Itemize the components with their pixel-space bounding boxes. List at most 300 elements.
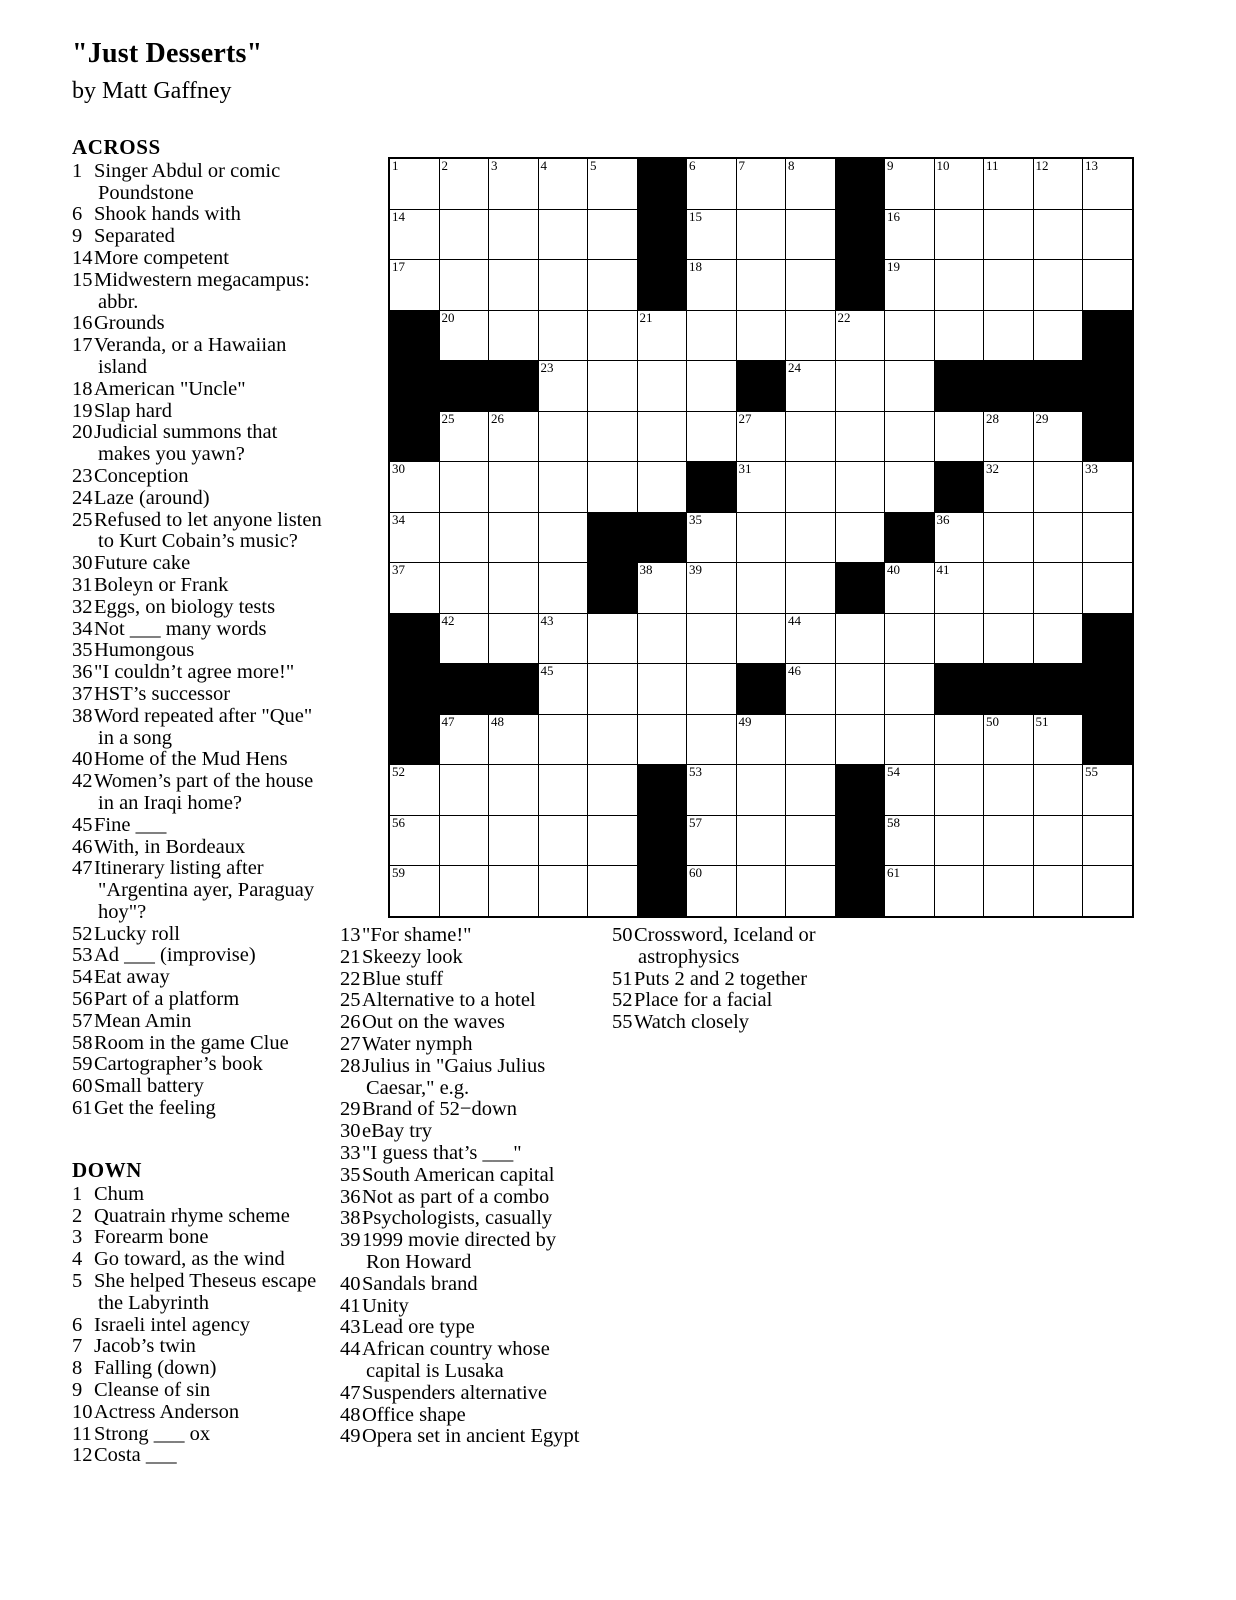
grid-cell[interactable] [934, 866, 984, 917]
grid-cell[interactable] [489, 462, 539, 513]
grid-cell[interactable] [885, 765, 935, 816]
grid-cell[interactable] [885, 260, 935, 311]
grid-cell[interactable] [885, 361, 935, 412]
grid-cell[interactable] [489, 158, 539, 209]
clue-number: 19 [72, 399, 93, 422]
grid-cell[interactable] [687, 158, 737, 209]
down-clue-3[interactable] [72, 1227, 322, 1249]
grid-cell[interactable] [687, 714, 737, 765]
grid-cell[interactable] [637, 714, 687, 765]
grid-cell[interactable] [786, 664, 836, 715]
down-clue-29[interactable] [340, 1099, 590, 1121]
grid-cell[interactable] [538, 260, 588, 311]
down-clue-38[interactable] [340, 1208, 590, 1230]
grid-cell[interactable] [439, 563, 489, 614]
grid-cell[interactable] [687, 310, 737, 361]
across-clue-52[interactable] [72, 924, 322, 946]
grid-cell[interactable] [489, 260, 539, 311]
grid-cell[interactable] [736, 310, 786, 361]
grid-cell[interactable] [786, 411, 836, 462]
grid-cell[interactable] [637, 613, 687, 664]
grid-cell[interactable] [439, 462, 489, 513]
grid-cell[interactable] [885, 714, 935, 765]
grid-cell[interactable] [439, 411, 489, 462]
grid-cell[interactable] [1033, 260, 1083, 311]
grid-cell[interactable] [538, 563, 588, 614]
grid-cell[interactable] [835, 310, 885, 361]
grid-cell[interactable] [538, 209, 588, 260]
grid-row [389, 361, 1133, 412]
down-clue-43[interactable] [340, 1317, 590, 1339]
grid-cell[interactable] [687, 209, 737, 260]
grid-cell[interactable] [389, 158, 439, 209]
across-clue-58[interactable] [72, 1033, 322, 1055]
grid-cell[interactable] [489, 714, 539, 765]
down-clue-22[interactable] [340, 969, 590, 991]
grid-cell[interactable] [885, 563, 935, 614]
down-clue-9[interactable] [72, 1380, 322, 1402]
across-clue-14[interactable] [72, 248, 322, 270]
across-clue-38[interactable] [72, 706, 322, 750]
grid-cell[interactable] [637, 563, 687, 614]
clue-number: 10 [72, 1400, 93, 1423]
down-clue-50[interactable] [612, 925, 862, 969]
grid-cell[interactable] [786, 158, 836, 209]
grid-cell[interactable] [687, 563, 737, 614]
grid-cell[interactable] [1083, 209, 1133, 260]
across-clue-18[interactable] [72, 379, 322, 401]
clue-text: Alternative to a hotel [362, 989, 536, 1012]
grid-cell[interactable] [1083, 462, 1133, 513]
grid-cell[interactable] [637, 361, 687, 412]
grid-cell-number: 20 [441, 309, 455, 325]
clue-text: Cleanse of sin [94, 1378, 211, 1401]
grid-cell[interactable] [736, 563, 786, 614]
across-clue-54[interactable] [72, 967, 322, 989]
down-clue-25[interactable] [340, 990, 590, 1012]
across-clue-32[interactable] [72, 597, 322, 619]
grid-cell[interactable] [637, 664, 687, 715]
grid-cell[interactable] [538, 815, 588, 866]
grid-cell[interactable] [588, 158, 638, 209]
grid-cell[interactable] [588, 310, 638, 361]
grid-cell[interactable] [1083, 815, 1133, 866]
grid-cell[interactable] [736, 411, 786, 462]
grid-cell[interactable] [489, 866, 539, 917]
grid-cell[interactable] [1033, 411, 1083, 462]
across-clue-61[interactable] [72, 1098, 322, 1120]
grid-cell[interactable] [885, 613, 935, 664]
across-clue-53[interactable] [72, 945, 322, 967]
down-heading: DOWN [72, 1158, 143, 1182]
grid-cell[interactable] [489, 563, 539, 614]
across-clue-1[interactable] [72, 161, 322, 205]
grid-cell[interactable] [934, 613, 984, 664]
grid-cell[interactable] [687, 765, 737, 816]
grid-cell[interactable] [538, 714, 588, 765]
grid-cell[interactable] [934, 815, 984, 866]
grid-cell[interactable] [934, 563, 984, 614]
grid-cell-number: 51 [1035, 713, 1049, 729]
grid-block-cell [835, 866, 885, 917]
across-clue-59[interactable] [72, 1054, 322, 1076]
grid-cell[interactable] [984, 260, 1034, 311]
grid-cell[interactable] [687, 815, 737, 866]
grid-cell[interactable] [687, 512, 737, 563]
across-clue-47[interactable] [72, 858, 322, 923]
grid-cell[interactable] [885, 815, 935, 866]
grid-cell[interactable] [1033, 462, 1083, 513]
grid-cell[interactable] [934, 209, 984, 260]
grid-cell[interactable] [934, 260, 984, 311]
across-clue-19[interactable] [72, 401, 322, 423]
clue-number: 1 [72, 1182, 83, 1205]
grid-cell[interactable] [1033, 209, 1083, 260]
grid-cell[interactable] [687, 260, 737, 311]
grid-cell[interactable] [538, 361, 588, 412]
crossword-grid[interactable] [388, 157, 1134, 918]
grid-cell[interactable] [736, 866, 786, 917]
grid-cell[interactable] [588, 613, 638, 664]
down-clue-52[interactable] [612, 990, 862, 1012]
down-clue-27[interactable] [340, 1034, 590, 1056]
grid-cell[interactable] [736, 765, 786, 816]
grid-cell[interactable] [588, 209, 638, 260]
grid-cell[interactable] [538, 411, 588, 462]
grid-cell[interactable] [786, 310, 836, 361]
grid-cell[interactable] [934, 714, 984, 765]
grid-cell[interactable] [1083, 563, 1133, 614]
grid-cell[interactable] [389, 512, 439, 563]
grid-cell[interactable] [885, 664, 935, 715]
down-clue-4[interactable] [72, 1249, 322, 1271]
grid-cell[interactable] [439, 158, 489, 209]
down-clue-47[interactable] [340, 1383, 590, 1405]
grid-cell[interactable] [489, 209, 539, 260]
clue-number: 34 [72, 617, 93, 640]
grid-cell[interactable] [1033, 613, 1083, 664]
clue-text: Unity [362, 1294, 409, 1317]
grid-cell[interactable] [885, 411, 935, 462]
down-clue-5[interactable] [72, 1271, 322, 1315]
grid-row [389, 563, 1133, 614]
clue-number: 48 [340, 1403, 361, 1426]
grid-cell[interactable] [489, 310, 539, 361]
grid-cell[interactable] [687, 613, 737, 664]
grid-cell[interactable] [786, 512, 836, 563]
grid-cell[interactable] [389, 815, 439, 866]
grid-cell[interactable] [835, 411, 885, 462]
grid-cell[interactable] [984, 158, 1034, 209]
grid-cell[interactable] [1033, 815, 1083, 866]
clue-number: 58 [72, 1031, 93, 1054]
grid-cell[interactable] [389, 462, 439, 513]
grid-cell[interactable] [984, 815, 1034, 866]
down-clue-11[interactable] [72, 1424, 322, 1446]
down-clue-2[interactable] [72, 1206, 322, 1228]
grid-cell[interactable] [885, 462, 935, 513]
grid-cell[interactable] [489, 512, 539, 563]
down-clue-55[interactable] [612, 1012, 862, 1034]
grid-cell[interactable] [538, 613, 588, 664]
grid-cell[interactable] [1033, 158, 1083, 209]
grid-cell[interactable] [786, 563, 836, 614]
across-clue-56[interactable] [72, 989, 322, 1011]
grid-cell[interactable] [835, 361, 885, 412]
down-clue-51[interactable] [612, 969, 862, 991]
grid-cell[interactable] [736, 209, 786, 260]
page-title: "Just Desserts" [72, 38, 263, 69]
across-clue-9[interactable] [72, 226, 322, 248]
grid-cell[interactable] [538, 310, 588, 361]
grid-cell[interactable] [786, 714, 836, 765]
clue-number: 52 [72, 922, 93, 945]
down-clue-21[interactable] [340, 947, 590, 969]
across-clue-20[interactable] [72, 422, 322, 466]
grid-cell[interactable] [736, 512, 786, 563]
grid-cell[interactable] [687, 866, 737, 917]
grid-cell[interactable] [984, 613, 1034, 664]
grid-cell[interactable] [984, 411, 1034, 462]
grid-cell-number: 19 [887, 259, 900, 274]
grid-cell[interactable] [439, 310, 489, 361]
grid-cell-number: 59 [392, 865, 405, 880]
grid-cell[interactable] [588, 411, 638, 462]
grid-cell[interactable] [1033, 866, 1083, 917]
across-clue-15[interactable] [72, 270, 322, 314]
grid-cell-number: 4 [540, 158, 547, 173]
grid-cell[interactable] [538, 664, 588, 715]
grid-cell[interactable] [835, 613, 885, 664]
down-clue-list-3 [612, 925, 862, 1034]
grid-cell[interactable] [439, 260, 489, 311]
grid-cell[interactable] [389, 866, 439, 917]
clue-number: 23 [72, 464, 93, 487]
grid-cell[interactable] [389, 209, 439, 260]
grid-cell[interactable] [736, 714, 786, 765]
grid-block-cell [637, 158, 687, 209]
clue-number: 59 [72, 1053, 93, 1076]
grid-cell[interactable] [984, 563, 1034, 614]
grid-cell[interactable] [489, 765, 539, 816]
clue-text: Refused to let anyone listen to Kurt Cobain’s music? [94, 508, 322, 553]
down-clue-36[interactable] [340, 1187, 590, 1209]
down-clue-49[interactable] [340, 1426, 590, 1448]
grid-cell-number: 22 [837, 309, 851, 325]
grid-cell[interactable] [835, 664, 885, 715]
across-clue-34[interactable] [72, 619, 322, 641]
down-clue-1[interactable] [72, 1184, 322, 1206]
grid-cell[interactable] [637, 411, 687, 462]
grid-cell-number: 12 [1035, 158, 1049, 173]
grid-cell[interactable] [538, 512, 588, 563]
grid-cell[interactable] [439, 765, 489, 816]
grid-cell[interactable] [1083, 158, 1133, 209]
grid-cell[interactable] [885, 310, 935, 361]
grid-block-cell [637, 209, 687, 260]
grid-cell-number: 28 [986, 410, 999, 426]
down-clue-44[interactable] [340, 1339, 590, 1383]
across-clue-45[interactable] [72, 815, 322, 837]
across-clue-23[interactable] [72, 466, 322, 488]
grid-cell-number: 40 [887, 562, 900, 577]
grid-cell[interactable] [439, 714, 489, 765]
down-clue-40[interactable] [340, 1274, 590, 1296]
grid-cell[interactable] [389, 563, 439, 614]
grid-cell[interactable] [934, 765, 984, 816]
grid-cell[interactable] [687, 411, 737, 462]
grid-cell[interactable] [984, 866, 1034, 917]
grid-cell[interactable] [439, 613, 489, 664]
grid-cell[interactable] [439, 815, 489, 866]
down-clue-39[interactable] [340, 1230, 590, 1274]
grid-cell[interactable] [588, 765, 638, 816]
grid-cell[interactable] [588, 664, 638, 715]
across-clue-46[interactable] [72, 837, 322, 859]
down-clue-6[interactable] [72, 1315, 322, 1337]
grid-cell[interactable] [786, 260, 836, 311]
across-clue-57[interactable] [72, 1011, 322, 1033]
grid-cell[interactable] [538, 158, 588, 209]
grid-cell[interactable] [934, 310, 984, 361]
grid-cell[interactable] [984, 462, 1034, 513]
grid-cell[interactable] [1083, 866, 1133, 917]
grid-cell[interactable] [588, 361, 638, 412]
grid-cell[interactable] [687, 664, 737, 715]
grid-cell[interactable] [588, 260, 638, 311]
across-clue-25[interactable] [72, 510, 322, 554]
grid-cell[interactable] [1083, 512, 1133, 563]
grid-cell[interactable] [1033, 765, 1083, 816]
grid-cell[interactable] [637, 462, 687, 513]
grid-cell[interactable] [736, 815, 786, 866]
grid-cell[interactable] [389, 260, 439, 311]
grid-block-cell [1033, 361, 1083, 412]
across-clue-42[interactable] [72, 771, 322, 815]
across-clue-35[interactable] [72, 640, 322, 662]
grid-cell[interactable] [786, 866, 836, 917]
across-clue-36[interactable] [72, 662, 322, 684]
grid-cell[interactable] [984, 714, 1034, 765]
grid-cell[interactable] [588, 714, 638, 765]
grid-cell[interactable] [1033, 310, 1083, 361]
grid-cell[interactable] [389, 765, 439, 816]
clue-number: 36 [72, 661, 93, 684]
clue-text: "I guess that’s ___" [362, 1141, 522, 1164]
grid-cell[interactable] [489, 613, 539, 664]
grid-cell[interactable] [835, 462, 885, 513]
down-clue-7[interactable] [72, 1336, 322, 1358]
grid-cell[interactable] [984, 765, 1034, 816]
clue-text: Midwestern megacampus: abbr. [94, 268, 310, 313]
clue-number: 8 [72, 1357, 83, 1380]
across-clue-31[interactable] [72, 575, 322, 597]
grid-cell[interactable] [885, 209, 935, 260]
grid-cell[interactable] [885, 158, 935, 209]
grid-cell[interactable] [538, 866, 588, 917]
grid-cell[interactable] [786, 462, 836, 513]
grid-cell[interactable] [984, 310, 1034, 361]
grid-cell[interactable] [786, 765, 836, 816]
across-clue-37[interactable] [72, 684, 322, 706]
clue-number: 41 [340, 1294, 361, 1317]
grid-cell[interactable] [1033, 563, 1083, 614]
down-clue-48[interactable] [340, 1405, 590, 1427]
clue-text: Not ___ many words [94, 617, 267, 640]
grid-cell[interactable] [736, 158, 786, 209]
grid-cell[interactable] [588, 866, 638, 917]
across-clue-24[interactable] [72, 488, 322, 510]
grid-cell[interactable] [588, 462, 638, 513]
grid-cell[interactable] [1083, 765, 1133, 816]
grid-cell[interactable] [786, 209, 836, 260]
across-clue-60[interactable] [72, 1076, 322, 1098]
grid-cell[interactable] [786, 815, 836, 866]
grid-cell[interactable] [489, 815, 539, 866]
grid-cell[interactable] [1033, 714, 1083, 765]
down-clue-10[interactable] [72, 1402, 322, 1424]
across-clue-6[interactable] [72, 204, 322, 226]
grid-cell[interactable] [786, 613, 836, 664]
down-clue-12[interactable] [72, 1445, 322, 1467]
down-clue-41[interactable] [340, 1296, 590, 1318]
grid-cell[interactable] [984, 209, 1034, 260]
down-clue-28[interactable] [340, 1056, 590, 1100]
across-clue-16[interactable] [72, 313, 322, 335]
grid-cell[interactable] [835, 714, 885, 765]
grid-cell[interactable] [1083, 260, 1133, 311]
grid-cell[interactable] [984, 512, 1034, 563]
grid-cell[interactable] [538, 462, 588, 513]
down-clue-13[interactable] [340, 925, 590, 947]
grid-cell[interactable] [786, 361, 836, 412]
clue-text: Water nymph [362, 1032, 473, 1055]
grid-cell[interactable] [736, 462, 786, 513]
grid-cell[interactable] [934, 158, 984, 209]
grid-cell[interactable] [637, 310, 687, 361]
clue-text: Falling (down) [94, 1357, 217, 1380]
grid-cell[interactable] [1033, 512, 1083, 563]
down-clue-35[interactable] [340, 1165, 590, 1187]
across-clue-30[interactable] [72, 553, 322, 575]
grid-cell[interactable] [687, 361, 737, 412]
clue-number: 16 [72, 312, 93, 335]
down-clue-column-1 [72, 1160, 322, 1467]
across-clue-17[interactable] [72, 335, 322, 379]
grid-cell[interactable] [934, 512, 984, 563]
grid-cell[interactable] [439, 866, 489, 917]
grid-cell[interactable] [439, 209, 489, 260]
grid-cell[interactable] [835, 512, 885, 563]
grid-cell[interactable] [588, 815, 638, 866]
grid-cell[interactable] [538, 765, 588, 816]
grid-cell-number: 14 [392, 208, 405, 224]
grid-cell[interactable] [934, 411, 984, 462]
clue-text: Lucky roll [94, 922, 180, 945]
grid-cell[interactable] [489, 411, 539, 462]
grid-cell[interactable] [736, 613, 786, 664]
grid-cell[interactable] [885, 866, 935, 917]
down-clue-30[interactable] [340, 1121, 590, 1143]
down-clue-26[interactable] [340, 1012, 590, 1034]
down-clue-33[interactable] [340, 1143, 590, 1165]
grid-cell[interactable] [439, 512, 489, 563]
grid-cell-number: 7 [738, 158, 745, 173]
grid-cell[interactable] [736, 260, 786, 311]
down-clue-8[interactable] [72, 1358, 322, 1380]
across-clue-40[interactable] [72, 749, 322, 771]
grid-cell-number: 11 [986, 158, 999, 173]
